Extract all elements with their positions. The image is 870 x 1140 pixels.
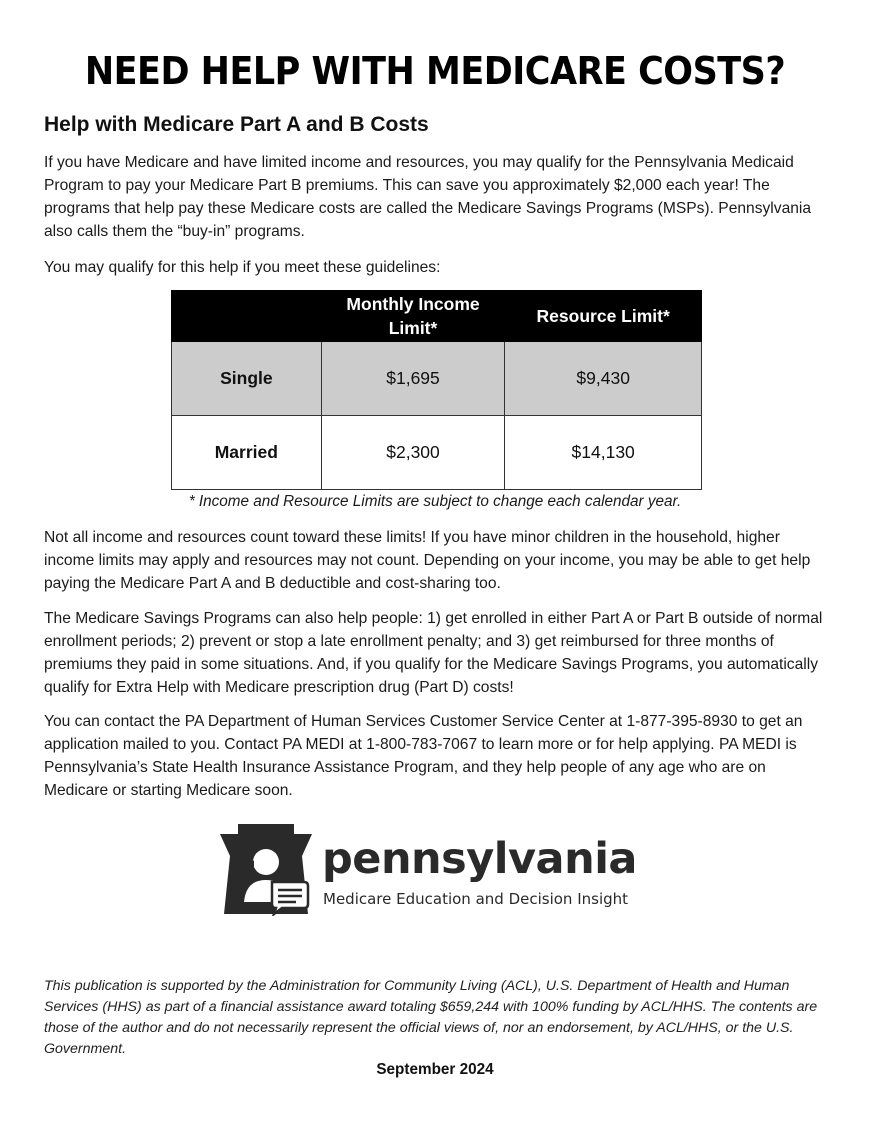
keystone-headset-icon	[216, 824, 316, 916]
counting-paragraph: Not all income and resources count toward these limits! If you have minor children in the household, higher income limits may apply and resources may not count. Depending on your income, you may be able to get help paying the Medicare Part A and B deductible and cost-sharing too.	[44, 529, 811, 592]
table-footnote: * Income and Resource Limits are subject to change each calendar year.	[188, 493, 682, 510]
table-header-row	[172, 291, 702, 342]
intro-paragraph: If you have Medicare and have limited income and resources, you may qualify for the Pennsylvania Medicaid Program to pay your Medicare Part B premiums. This can save you approximately $2,000 each year! The programs that help pay these Medicare costs are called the Medicare Savings Programs (MSPs). Pennsylvania also calls them the “buy-in” programs.	[44, 154, 812, 240]
married-income-cell: $2,300	[321, 416, 505, 490]
section-heading: Help with Medicare Part A and B Costs	[44, 113, 429, 136]
table-row	[172, 342, 702, 416]
msp-help-paragraph: The Medicare Savings Programs can also help people: 1) get enrolled in either Part A or Part B outside of normal enrollment periods; 2) prevent or stop a late enrollment penalty; and 3) get reimbursed for three months of premiums they paid in some situations. And, if you qualify for the Medicare Savings Programs, you automatically qualify for Extra Help with Medicare prescription drug (Part D) costs!	[44, 610, 823, 696]
pa-medi-logo	[216, 824, 656, 916]
table-header-resource: Resource Limit*	[505, 291, 702, 342]
income-limits-table	[171, 290, 702, 490]
contact-paragraph: You can contact the PA Department of Human Services Customer Service Center at 1-877-395-8930 to get an application mailed to you. Contact PA MEDI at 1-800-783-7067 to learn more or for help applying. PA MEDI is Pennsylvania’s State Health Insurance Assistance Program, and they help people of any age who are on Medicare or starting Medicare soon.	[44, 713, 803, 799]
logo-wordmark: pennsylvania	[322, 834, 637, 884]
single-income-cell: $1,695	[321, 342, 505, 416]
table-header-empty	[172, 291, 322, 342]
row-label-single: Single	[172, 342, 322, 416]
table-row	[172, 416, 702, 490]
logo-tagline: Medicare Education and Decision Insight	[323, 890, 629, 908]
single-resource-cell: $9,430	[505, 342, 702, 416]
married-resource-cell: $14,130	[505, 416, 702, 490]
guidelines-paragraph: You may qualify for this help if you meet these guidelines:	[44, 259, 441, 276]
table-header-income: Monthly Income Limit*	[321, 291, 505, 342]
funding-disclaimer: This publication is supported by the Administration for Community Living (ACL), U.S. Department of Health and Human Services (HHS) as part of a financial assistance award totaling $659,244 with 100% funding by ACL/HHS. The contents are those of the author and do not necessarily represent the official views of, nor an endorsement, by ACL/HHS, or the U.S. Government.	[44, 978, 818, 1057]
page-title: NEED HELP WITH MEDICARE COSTS?	[84, 50, 786, 94]
publication-date: September 2024	[376, 1061, 494, 1078]
row-label-married: Married	[172, 416, 322, 490]
